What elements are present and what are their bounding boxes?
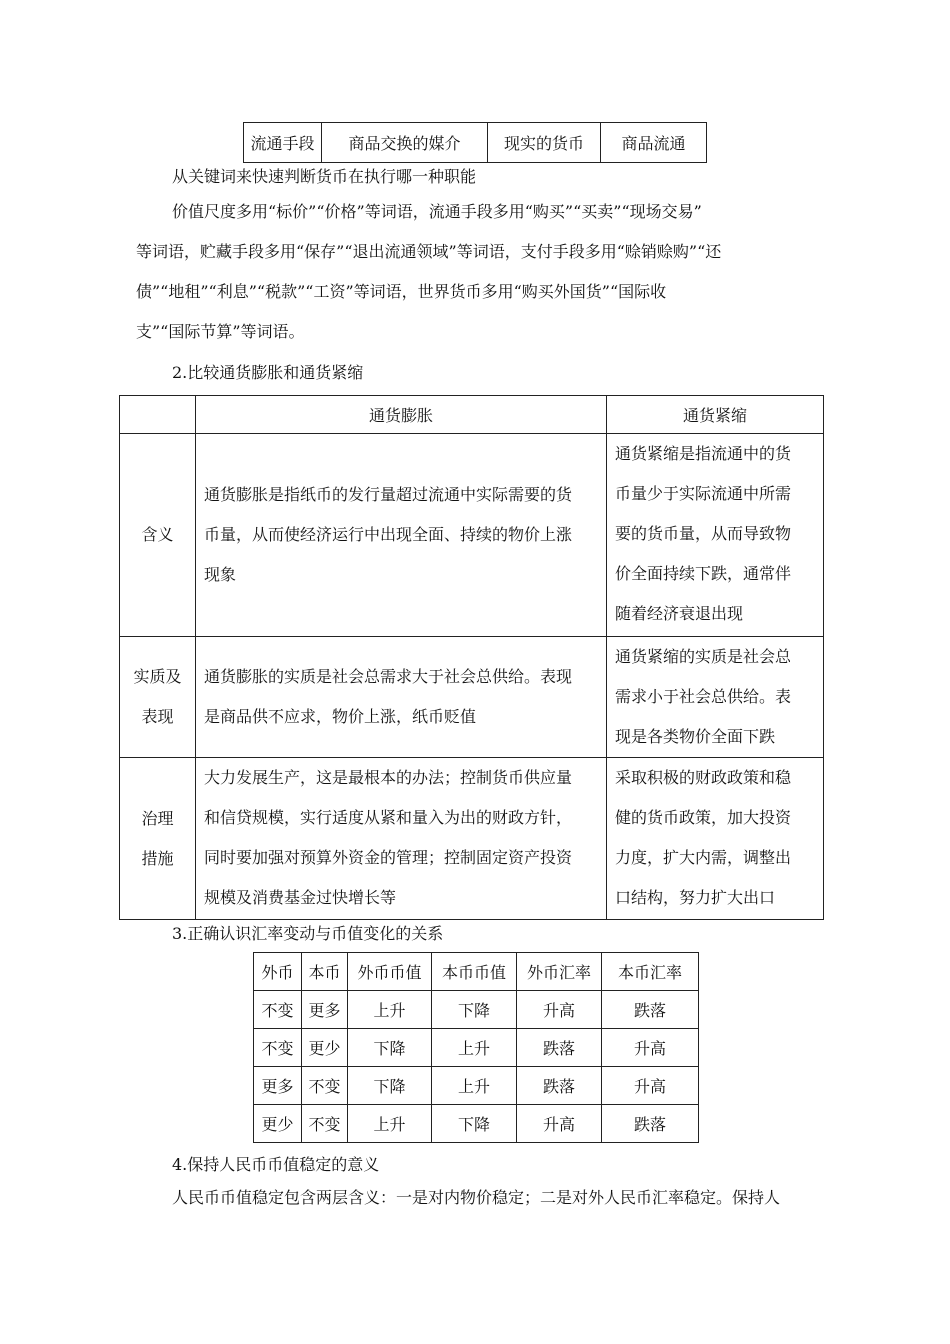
table-cell: 商品流通 — [601, 123, 707, 163]
column-header: 本币 — [302, 953, 348, 991]
row-label — [120, 637, 196, 758]
cell-line: 币量少于实际流通中所需 — [615, 484, 792, 503]
cell-line: 通货膨胀是指纸币的发行量超过流通中实际需要的货 — [204, 485, 573, 504]
cell-line: 现象 — [204, 565, 237, 584]
table-cell: 升高 — [602, 1029, 699, 1067]
cell-line: 规模及消费基金过快增长等 — [204, 888, 397, 907]
table-row — [254, 1067, 699, 1105]
money-function-table — [243, 122, 707, 163]
cell-line: 要的货币量，从而导致物 — [615, 524, 792, 543]
cell-line: 币量，从而使经济运行中出现全面、持续的物价上涨 — [204, 525, 573, 544]
column-header: 本币汇率 — [602, 953, 699, 991]
cell-line: 健的货币政策，加大投资 — [615, 808, 792, 827]
cell-line: 大力发展生产，这是最根本的办法；控制货币供应量 — [204, 768, 573, 787]
table-cell: 跌落 — [602, 1105, 699, 1143]
row-label-line: 表现 — [141, 707, 174, 726]
table-cell: 下降 — [432, 1105, 517, 1143]
column-header: 外币币值 — [348, 953, 432, 991]
table-cell: 不变 — [302, 1105, 348, 1143]
table-cell: 升高 — [602, 1067, 699, 1105]
section-heading: 4.保持人民币币值稳定的意义 — [172, 1155, 380, 1174]
table-cell: 商品交换的媒介 — [322, 123, 488, 163]
paragraph-line: 等词语，贮藏手段多用“保存”“退出流通领域”等词语，支付手段多用“赊销赊购”“还 — [136, 242, 722, 261]
deflation-cell — [607, 434, 824, 637]
cell-line: 价全面持续下跌，通常伴 — [615, 564, 792, 583]
table-cell: 下降 — [432, 991, 517, 1029]
table-header-row — [120, 396, 824, 434]
table-cell: 更多 — [302, 991, 348, 1029]
table-cell: 流通手段 — [244, 123, 322, 163]
cell-line: 通货紧缩的实质是社会总 — [615, 647, 792, 666]
table-cell — [120, 396, 196, 434]
row-label-line: 实质及 — [133, 667, 182, 686]
table-cell: 跌落 — [602, 991, 699, 1029]
deflation-cell — [607, 758, 824, 920]
cell-line: 和信贷规模，实行适度从紧和量入为出的财政方针， — [204, 808, 573, 827]
cell-line: 力度，扩大内需，调整出 — [615, 848, 792, 867]
table-cell: 上升 — [348, 1105, 432, 1143]
column-header: 通货膨胀 — [196, 396, 607, 434]
table-cell: 更多 — [254, 1067, 302, 1105]
column-header: 外币 — [254, 953, 302, 991]
deflation-cell — [607, 637, 824, 758]
column-header: 通货紧缩 — [607, 396, 824, 434]
exchange-rate-table — [253, 952, 699, 1143]
cell-line: 同时要加强对预算外资金的管理；控制固定资产投资 — [204, 848, 573, 867]
tip-title: 从关键词来快速判断货币在执行哪一种职能 — [172, 167, 477, 186]
cell-line: 是商品供不应求，物价上涨，纸币贬值 — [204, 707, 477, 726]
table-cell: 上升 — [432, 1029, 517, 1067]
table-cell: 升高 — [517, 991, 602, 1029]
table-row — [254, 1029, 699, 1067]
table-cell: 下降 — [348, 1029, 432, 1067]
table-cell: 不变 — [302, 1067, 348, 1105]
inflation-cell — [196, 637, 607, 758]
cell-line: 通货膨胀的实质是社会总需求大于社会总供给。表现 — [204, 667, 573, 686]
paragraph-line: 债”“地租”“利息”“税款”“工资”等词语，世界货币多用“购买外国货”“国际收 — [136, 282, 667, 301]
cell-line: 口结构，努力扩大出口 — [615, 888, 776, 907]
section-heading: 2.比较通货膨胀和通货紧缩 — [172, 363, 364, 382]
table-cell: 下降 — [348, 1067, 432, 1105]
table-cell: 升高 — [517, 1105, 602, 1143]
tip-paragraph — [136, 192, 816, 352]
inflation-deflation-table — [119, 395, 824, 920]
row-label-line: 含义 — [141, 525, 174, 544]
row-label — [120, 758, 196, 920]
cell-line: 需求小于社会总供给。表 — [615, 687, 792, 706]
section-paragraph: 人民币币值稳定包含两层含义：一是对内物价稳定；二是对外人民币汇率稳定。保持人 — [172, 1188, 781, 1207]
table-row — [254, 991, 699, 1029]
table-cell: 跌落 — [517, 1029, 602, 1067]
paragraph-line: 价值尺度多用“标价”“价格”等词语，流通手段多用“购买”“买卖”“现场交易” — [172, 202, 702, 221]
row-label — [120, 434, 196, 637]
table-row — [120, 434, 824, 637]
row-label-line: 措施 — [141, 848, 174, 868]
cell-line: 通货紧缩是指流通中的货 — [615, 444, 792, 463]
section-heading: 3.正确认识汇率变动与币值变化的关系 — [172, 924, 444, 943]
table-cell: 现实的货币 — [488, 123, 601, 163]
column-header: 外币汇率 — [517, 953, 602, 991]
row-label-line: 治理 — [141, 808, 174, 828]
table-cell: 更少 — [254, 1105, 302, 1143]
table-row — [254, 1105, 699, 1143]
table-cell: 不变 — [254, 991, 302, 1029]
table-row — [244, 123, 707, 163]
table-row — [120, 637, 824, 758]
table-cell: 跌落 — [517, 1067, 602, 1105]
table-cell: 上升 — [348, 991, 432, 1029]
inflation-cell — [196, 434, 607, 637]
inflation-cell — [196, 758, 607, 920]
table-row — [120, 758, 824, 920]
table-cell: 上升 — [432, 1067, 517, 1105]
cell-line: 随着经济衰退出现 — [615, 604, 744, 623]
cell-line: 采取积极的财政政策和稳 — [615, 768, 792, 787]
table-cell: 不变 — [254, 1029, 302, 1067]
paragraph-line: 支”“国际节算”等词语。 — [136, 322, 305, 341]
cell-line: 现是各类物价全面下跌 — [615, 727, 776, 746]
column-header: 本币币值 — [432, 953, 517, 991]
table-cell: 更少 — [302, 1029, 348, 1067]
table-header-row — [254, 953, 699, 991]
